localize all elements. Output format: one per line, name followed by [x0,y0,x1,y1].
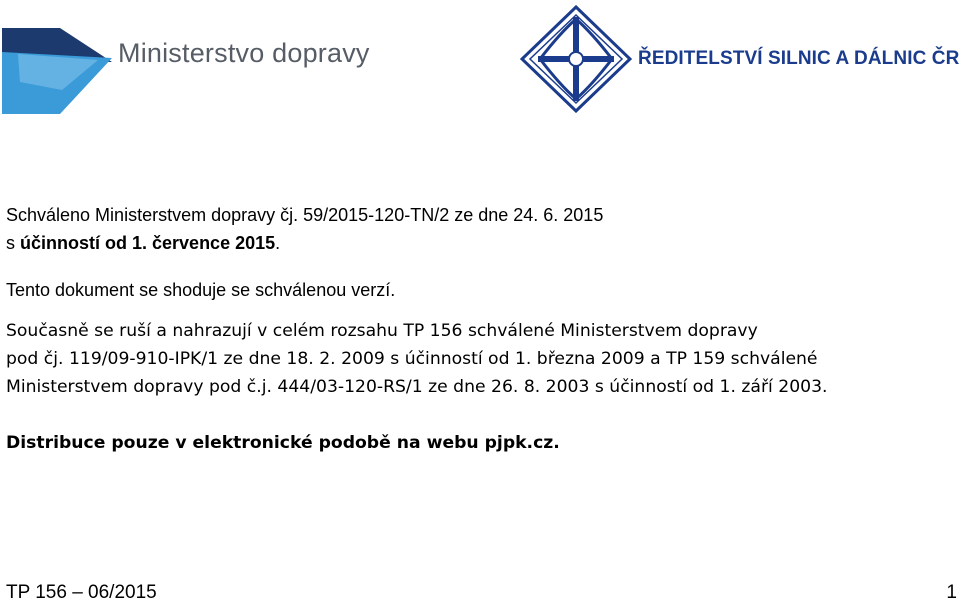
approval-suffix: . [275,233,281,253]
approval-line-2 [6,233,280,254]
distribution-note: Distribuce pouze v elektronické podobě na webu pjpk.cz. [6,433,560,453]
footer-page-number: 1 [946,582,957,603]
interchange-icon [520,5,632,113]
rsd-logo [520,5,960,115]
version-note: Tento dokument se shoduje se schválenou verzí. [6,280,396,300]
cancellation-line-2: pod čj. 119/09-910-IPK/1 ze dne 18. 2. 2009 s účinností od 1. března 2009 a TP 159 schválené [6,349,818,369]
approval-prefix: s [6,233,21,253]
rsd-logo-text: ŘEDITELSTVÍ SILNIC A DÁLNIC ČR [638,48,960,69]
approval-line-1: Schváleno Ministerstvem dopravy čj. 59/2015-120-TN/2 ze dne 24. 6. 2015 [6,205,604,225]
ministry-logo [0,22,370,122]
cancellation-line-1: Současně se ruší a nahrazují v celém rozsahu TP 156 schválené Ministerstvem dopravy [6,321,758,341]
footer-doc-id: TP 156 – 06/2015 [6,582,157,603]
cancellation-line-3: Ministerstvem dopravy pod č.j. 444/03-120-RS/1 ze dne 26. 8. 2003 s účinností od 1. září 2003. [6,377,828,397]
ministry-arrow-icon [0,22,120,122]
ministry-logo-text: Ministerstvo dopravy [118,38,370,68]
effective-date: účinností od 1. července 2015 [20,233,276,253]
